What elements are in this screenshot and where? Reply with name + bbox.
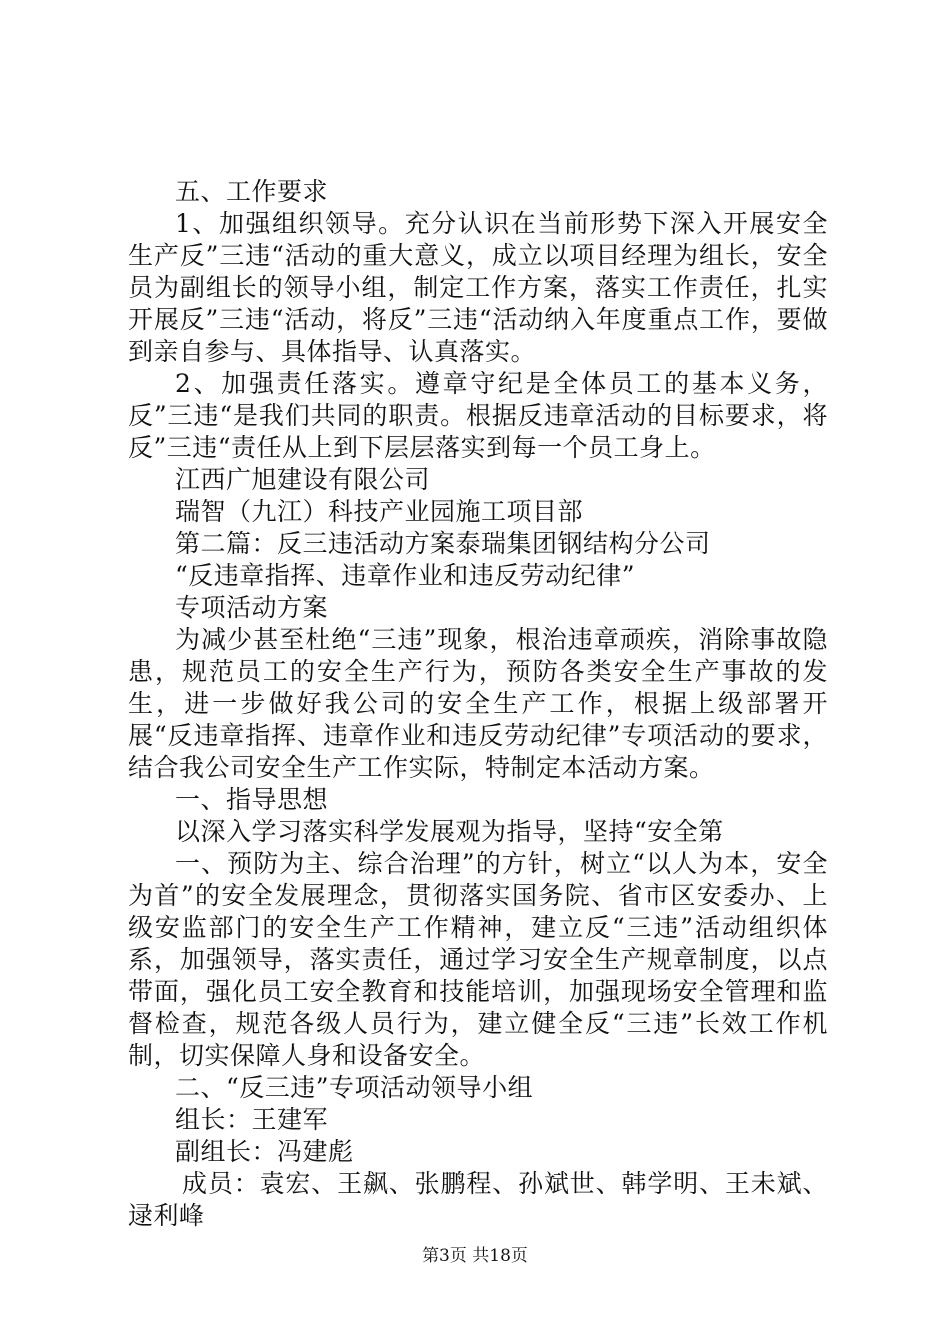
document-body xyxy=(128,176,828,1232)
group-members: 成员：袁宏、王飙、张鹏程、孙斌世、韩学明、王未斌、逯利峰 xyxy=(128,1169,828,1230)
paragraph-introduction: 为减少甚至杜绝“三违”现象，根治违章顽疾，消除事故隐患，规范员工的安全生产行为，预防各类安全生产事故的发生，进一步做好我公司的安全生产工作，根据上级部署开展“反违章指挥、违章作业和违反劳动纪律”专项活动的要求，结合我公司安全生产工作实际，特制定本活动方案。 xyxy=(128,625,828,782)
group-leader: 组长：王建军 xyxy=(175,1105,329,1134)
paragraph-guiding-1: 以深入学习落实科学发展观为指导，坚持“安全第 xyxy=(175,817,724,846)
section-heading-work-requirements: 五、工作要求 xyxy=(175,177,329,206)
project-department: 瑞智（九江）科技产业园施工项目部 xyxy=(175,497,584,526)
paragraph-responsibility: 2、加强责任落实。遵章守纪是全体员工的基本义务，反”三违“是我们共同的职责。根据反违章活动的目标要求，将反”三违“责任从上到下层层落实到每一个员工身上。 xyxy=(128,369,828,462)
company-name: 江西广旭建设有限公司 xyxy=(175,465,431,494)
section-heading-guiding-ideology: 一、指导思想 xyxy=(175,785,329,814)
chapter-subtitle: “反违章指挥、违章作业和违反劳动纪律” xyxy=(175,561,636,590)
plan-title: 专项活动方案 xyxy=(175,593,329,622)
section-heading-leading-group: 二、“反三违”专项活动领导小组 xyxy=(175,1073,534,1102)
group-deputy-leader: 副组长：冯建彪 xyxy=(175,1137,354,1166)
chapter-title: 第二篇：反三违活动方案泰瑞集团钢结构分公司 xyxy=(175,529,711,558)
paragraph-guiding-2: 一、预防为主、综合治理”的方针，树立“以人为本，安全为首”的安全发展理念，贯彻落实国务院、省市区安委办、上级安监部门的安全生产工作精神，建立反“三违”活动组织体系，加强领导，落实责任，通过学习安全生产规章制度，以点带面，强化员工安全教育和技能培训，加强现场安全管理和监督检查，规范各级人员行为，建立健全反“三违”长效工作机制，切实保障人身和设备安全。 xyxy=(128,849,828,1070)
paragraph-organization-leadership: 1、加强组织领导。充分认识在当前形势下深入开展安全生产反”三违“活动的重大意义，成立以项目经理为组长，安全员为副组长的领导小组，制定工作方案，落实工作责任，扎实开展反”三违“活动，将反”三违“活动纳入年度重点工作，要做到亲自参与、具体指导、认真落实。 xyxy=(128,209,828,366)
page-number-footer: 第3页 共18页 xyxy=(422,1246,528,1266)
